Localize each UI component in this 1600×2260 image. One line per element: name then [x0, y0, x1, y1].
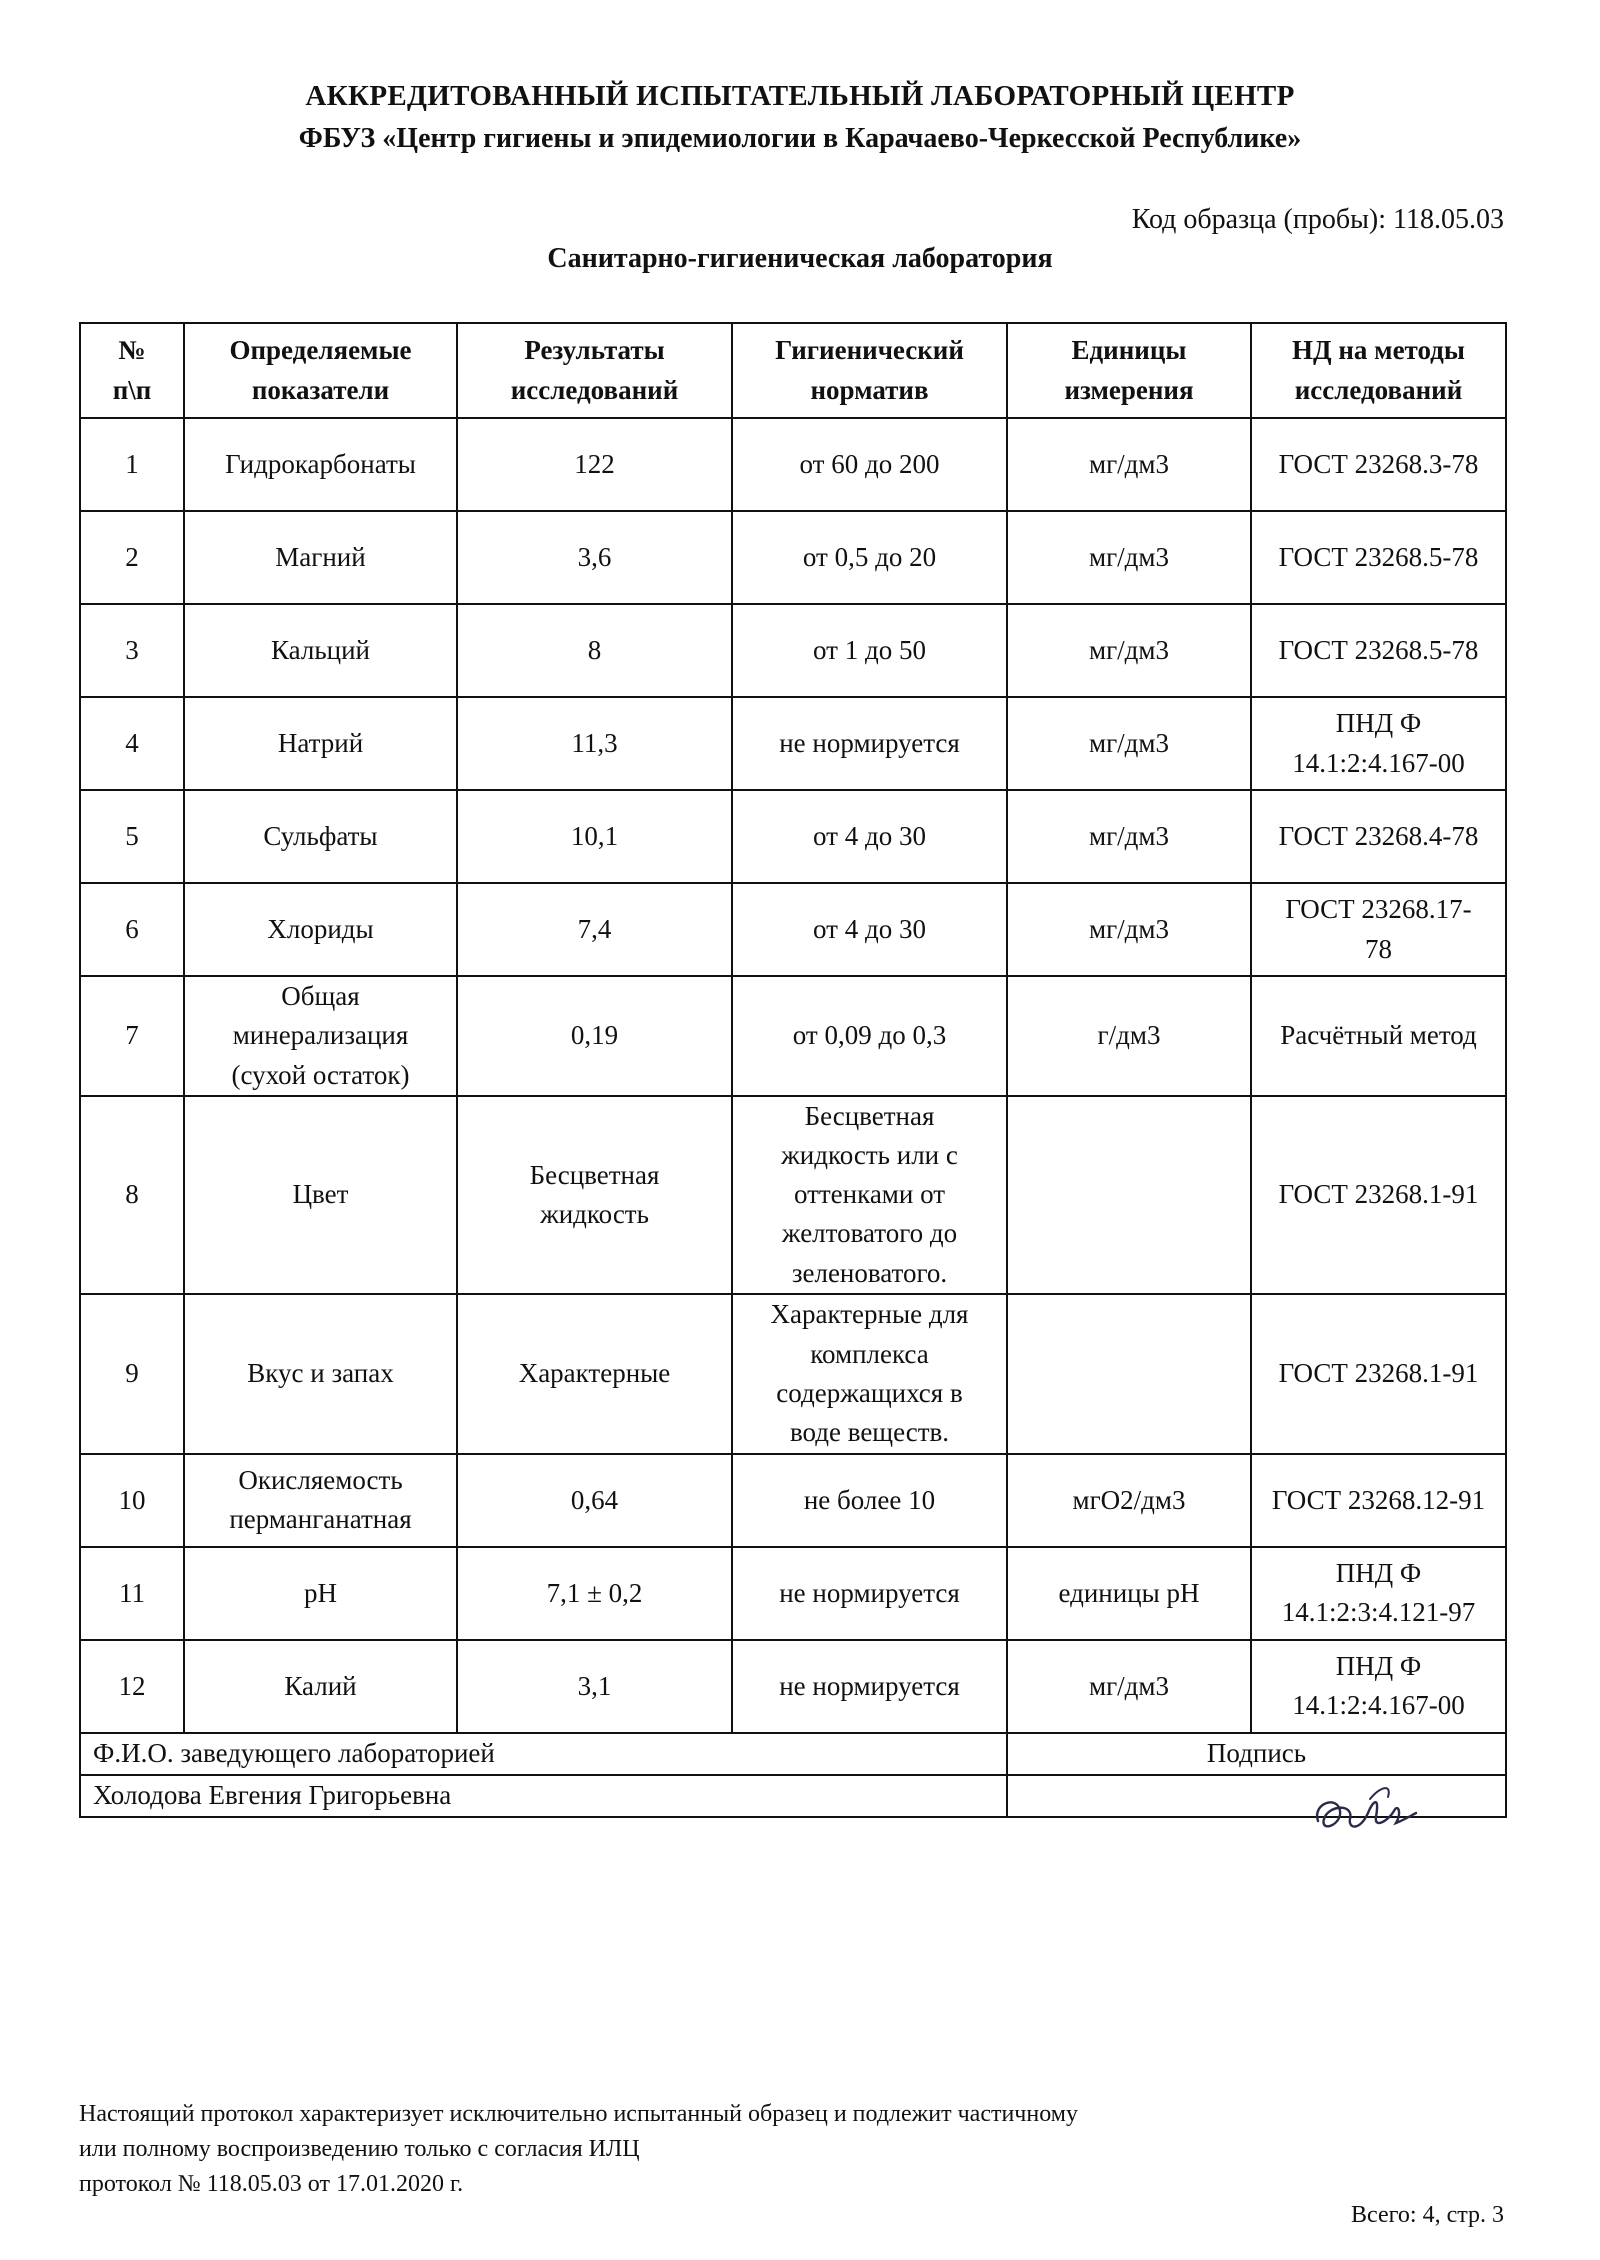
- fio-value: Холодова Евгения Григорьевна: [80, 1775, 1007, 1817]
- test-method: ГОСТ 23268.1-91: [1251, 1096, 1506, 1294]
- page-counter: Всего: 4, стр. 3: [1351, 2202, 1504, 2228]
- row-number: 1: [80, 418, 184, 511]
- row-number: 5: [80, 790, 184, 883]
- hygienic-norm: не нормируется: [732, 697, 1007, 790]
- result-value: 10,1: [457, 790, 732, 883]
- unit-of-measure: мг/дм3: [1007, 604, 1251, 697]
- hygienic-norm: не более 10: [732, 1454, 1007, 1547]
- parameter-name: Кальций: [184, 604, 457, 697]
- hygienic-norm: Бесцветная жидкость или с оттенками от желтоватого до зеленоватого.: [732, 1096, 1007, 1294]
- result-value: 7,1 ± 0,2: [457, 1547, 732, 1640]
- unit-of-measure: мг/дм3: [1007, 511, 1251, 604]
- parameter-name: Окисляемость перманганатная: [184, 1454, 457, 1547]
- protocol-number: протокол № 118.05.03 от 17.01.2020 г.: [79, 2171, 464, 2197]
- unit-of-measure: мг/дм3: [1007, 697, 1251, 790]
- hygienic-norm: не нормируется: [732, 1640, 1007, 1733]
- test-method: ПНД Ф 14.1:2:4.167-00: [1251, 1640, 1506, 1733]
- parameter-name: Вкус и запах: [184, 1294, 457, 1454]
- test-method: ГОСТ 23268.4-78: [1251, 790, 1506, 883]
- test-method: ГОСТ 23268.17- 78: [1251, 883, 1506, 976]
- footer-row-labels: [80, 1733, 1506, 1775]
- parameter-name: Общая минерализация (сухой остаток): [184, 976, 457, 1096]
- handwritten-signature: [1310, 1773, 1420, 1843]
- hygienic-norm: от 0,5 до 20: [732, 511, 1007, 604]
- result-value: 7,4: [457, 883, 732, 976]
- table-header-row: [80, 323, 1506, 418]
- table-row: [80, 1640, 1506, 1733]
- parameter-name: Сульфаты: [184, 790, 457, 883]
- row-number: 3: [80, 604, 184, 697]
- column-header: НД на методы исследований: [1251, 323, 1506, 418]
- test-method: ГОСТ 23268.1-91: [1251, 1294, 1506, 1454]
- result-value: 3,1: [457, 1640, 732, 1733]
- table-row: [80, 1547, 1506, 1640]
- row-number: 2: [80, 511, 184, 604]
- signature-label: Подпись: [1007, 1733, 1506, 1775]
- table-row: [80, 697, 1506, 790]
- result-value: 0,19: [457, 976, 732, 1096]
- unit-of-measure: мгО2/дм3: [1007, 1454, 1251, 1547]
- table-row: [80, 976, 1506, 1096]
- result-value: 0,64: [457, 1454, 732, 1547]
- hygienic-norm: от 4 до 30: [732, 790, 1007, 883]
- unit-of-measure: мг/дм3: [1007, 418, 1251, 511]
- hygienic-norm: от 60 до 200: [732, 418, 1007, 511]
- table-row: [80, 511, 1506, 604]
- row-number: 6: [80, 883, 184, 976]
- test-method: ГОСТ 23268.3-78: [1251, 418, 1506, 511]
- test-method: ГОСТ 23268.12-91: [1251, 1454, 1506, 1547]
- hygienic-norm: от 4 до 30: [732, 883, 1007, 976]
- row-number: 9: [80, 1294, 184, 1454]
- unit-of-measure: [1007, 1294, 1251, 1454]
- test-method: ГОСТ 23268.5-78: [1251, 511, 1506, 604]
- unit-of-measure: г/дм3: [1007, 976, 1251, 1096]
- footer-row-values: [80, 1775, 1506, 1817]
- row-number: 12: [80, 1640, 184, 1733]
- column-header: № п\п: [80, 323, 184, 418]
- sample-code: Код образца (пробы): 118.05.03: [1131, 204, 1504, 235]
- organization-name: ФБУЗ «Центр гигиены и эпидемиологии в Карачаево-Черкесской Республике»: [298, 123, 1302, 154]
- test-method: Расчётный метод: [1251, 976, 1506, 1096]
- column-header: Гигиенический норматив: [732, 323, 1007, 418]
- lab-name: Санитарно-гигиеническая лаборатория: [547, 243, 1053, 274]
- fio-label: Ф.И.О. заведующего лабораторией: [80, 1733, 1007, 1775]
- table-row: [80, 418, 1506, 511]
- hygienic-norm: от 0,09 до 0,3: [732, 976, 1007, 1096]
- row-number: 8: [80, 1096, 184, 1294]
- table-row: [80, 604, 1506, 697]
- unit-of-measure: мг/дм3: [1007, 883, 1251, 976]
- row-number: 10: [80, 1454, 184, 1547]
- parameter-name: Калий: [184, 1640, 457, 1733]
- row-number: 11: [80, 1547, 184, 1640]
- result-value: Характерные: [457, 1294, 732, 1454]
- parameter-name: pH: [184, 1547, 457, 1640]
- column-header: Результаты исследований: [457, 323, 732, 418]
- result-value: 11,3: [457, 697, 732, 790]
- hygienic-norm: Характерные для комплекса содержащихся в воде веществ.: [732, 1294, 1007, 1454]
- parameter-name: Цвет: [184, 1096, 457, 1294]
- column-header: Единицы измерения: [1007, 323, 1251, 418]
- table-row: [80, 1096, 1506, 1294]
- hygienic-norm: от 1 до 50: [732, 604, 1007, 697]
- row-number: 4: [80, 697, 184, 790]
- parameter-name: Натрий: [184, 697, 457, 790]
- table-row: [80, 1454, 1506, 1547]
- unit-of-measure: мг/дм3: [1007, 1640, 1251, 1733]
- table-row: [80, 790, 1506, 883]
- results-table: [79, 322, 1507, 1818]
- test-method: ГОСТ 23268.5-78: [1251, 604, 1506, 697]
- column-header: Определяемые показатели: [184, 323, 457, 418]
- test-method: ПНД Ф 14.1:2:4.167-00: [1251, 697, 1506, 790]
- center-title: АККРЕДИТОВАННЫЙ ИСПЫТАТЕЛЬНЫЙ ЛАБОРАТОРНЫЙ ЦЕНТР: [305, 80, 1295, 112]
- table-row: [80, 1294, 1506, 1454]
- result-value: 3,6: [457, 511, 732, 604]
- disclaimer-line-2: или полному воспроизведению только с согласия ИЛЦ: [79, 2136, 640, 2162]
- unit-of-measure: мг/дм3: [1007, 790, 1251, 883]
- parameter-name: Гидрокарбонаты: [184, 418, 457, 511]
- hygienic-norm: не нормируется: [732, 1547, 1007, 1640]
- parameter-name: Хлориды: [184, 883, 457, 976]
- parameter-name: Магний: [184, 511, 457, 604]
- row-number: 7: [80, 976, 184, 1096]
- unit-of-measure: [1007, 1096, 1251, 1294]
- table-row: [80, 883, 1506, 976]
- signature-cell: [1007, 1775, 1506, 1817]
- result-value: 8: [457, 604, 732, 697]
- disclaimer-line-1: Настоящий протокол характеризует исключительно испытанный образец и подлежит частичному: [79, 2101, 1078, 2127]
- disclaimer: [79, 2097, 1078, 2202]
- test-method: ПНД Ф 14.1:2:3:4.121-97: [1251, 1547, 1506, 1640]
- result-value: 122: [457, 418, 732, 511]
- result-value: Бесцветная жидкость: [457, 1096, 732, 1294]
- unit-of-measure: единицы pH: [1007, 1547, 1251, 1640]
